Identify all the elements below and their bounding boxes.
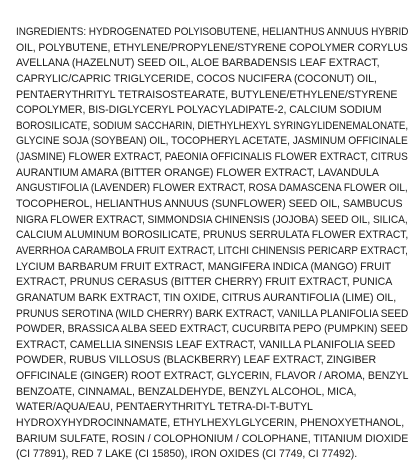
ingredients-line: WATER/AQUA/EAU, PENTAERYTHRITYL TETRA-DI-T-BUTYL — [16, 401, 313, 414]
ingredients-line: AVERRHOA CARAMBOLA FRUIT EXTRACT, LITCHI CHINENSIS PERICARP EXTRACT, — [16, 244, 408, 257]
ingredients-line: CALCIUM ALUMINUM BOROSILICATE, PRUNUS SERRULATA FLOWER EXTRACT, — [16, 229, 409, 242]
ingredients-line: INGREDIENTS: HYDROGENATED POLYISOBUTENE, HELIANTHUS ANNUUS HYBRID — [16, 26, 409, 38]
ingredients-line: PRUNUS SEROTINA (WILD CHERRY) BARK EXTRACT, VANILLA PLANIFOLIA SEED — [16, 307, 409, 320]
ingredients-line: GRANATUM BARK EXTRACT, TIN OXIDE, CITRUS AURANTIFOLIA (LIME) OIL, — [16, 291, 397, 304]
ingredients-line: (JASMINE) FLOWER EXTRACT, PAEONIA OFFICINALIS FLOWER EXTRACT, CITRUS — [16, 151, 408, 164]
ingredients-line: GLYCINE SOJA (SOYBEAN) OIL, TOCOPHERYL ACETATE, JASMINUM OFFICINALE — [16, 135, 408, 148]
ingredients-line: LYCIUM BARBARUM FRUIT EXTRACT, MANGIFERA INDICA (MANGO) FRUIT — [16, 260, 392, 273]
ingredients-line: NIGRA FLOWER EXTRACT, SIMMONDSIA CHINENSIS (JOJOBA) SEED OIL, SILICA, — [16, 213, 408, 226]
ingredients-line: ANGUSTIFOLIA (LAVENDER) FLOWER EXTRACT, ROSA DAMASCENA FLOWER OIL, — [16, 182, 408, 195]
ingredients-line: AURANTIUM AMARA (BITTER ORANGE) FLOWER EXTRACT, LAVANDULA — [16, 166, 379, 179]
ingredients-line: PENTAERYTHRITYL TETRAISOSTEARATE, BUTYLENE/ETHYLENE/STYRENE — [16, 88, 398, 101]
ingredients-line: BARIUM SULFATE, ROSIN / COLOPHONIUM / COLOPHANE, TITANIUM DIOXIDE — [16, 432, 409, 445]
ingredients-line: CAPRYLIC/CAPRIC TRIGLYCERIDE, COCOS NUCIFERA (COCONUT) OIL, — [16, 72, 377, 85]
ingredients-line: BOROSILICATE, SODIUM SACCHARIN, DIETHYLHEXYL SYRINGYLIDENEMALONATE, — [16, 119, 409, 132]
ingredients-line: AVELLANA (HAZELNUT) SEED OIL, ALOE BARBADENSIS LEAF EXTRACT, — [16, 57, 380, 70]
ingredients-line: HYDROXYHYDROCINNAMATE, ETHYLHEXYLGLYCERIN, PHENOXYETHANOL, — [16, 417, 405, 430]
ingredients-line: (CI 77891), RED 7 LAKE (CI 15850), IRON OXIDES (CI 7749, CI 77492). — [16, 448, 358, 461]
ingredients-line: OFFICINALE (GINGER) ROOT EXTRACT, GLYCERIN, FLAVOR / AROMA, BENZYL — [16, 370, 409, 383]
ingredients-line: COPOLYMER, BIS-DIGLYCERYL POLYACYLADIPATE-2, CALCIUM SODIUM — [16, 104, 382, 117]
ingredients-line: OIL, POLYBUTENE, ETHYLENE/PROPYLENE/STYRENE COPOLYMER CORYLUS — [16, 41, 408, 54]
ingredients-line: EXTRACT, PRUNUS CERASUS (BITTER CHERRY) FRUIT EXTRACT, PUNICA — [16, 276, 393, 289]
ingredients-line: TOCOPHEROL, HELIANTHUS ANNUUS (SUNFLOWER) SEED OIL, SAMBUCUS — [16, 198, 403, 211]
ingredients-line: EXTRACT, CAMELLIA SINENSIS LEAF EXTRACT, VANILLA PLANIFOLIA SEED — [16, 338, 396, 351]
ingredients-line: POWDER, RUBUS VILLOSUS (BLACKBERRY) LEAF EXTRACT, ZINGIBER — [16, 354, 377, 367]
ingredients-list — [16, 25, 408, 463]
ingredients-line: POWDER, BRASSICA ALBA SEED EXTRACT, CUCURBITA PEPO (PUMPKIN) SEED — [16, 323, 408, 336]
ingredients-line: BENZOATE, CINNAMAL, BENZALDEHYDE, BENZYL ALCOHOL, MICA, — [16, 385, 357, 398]
